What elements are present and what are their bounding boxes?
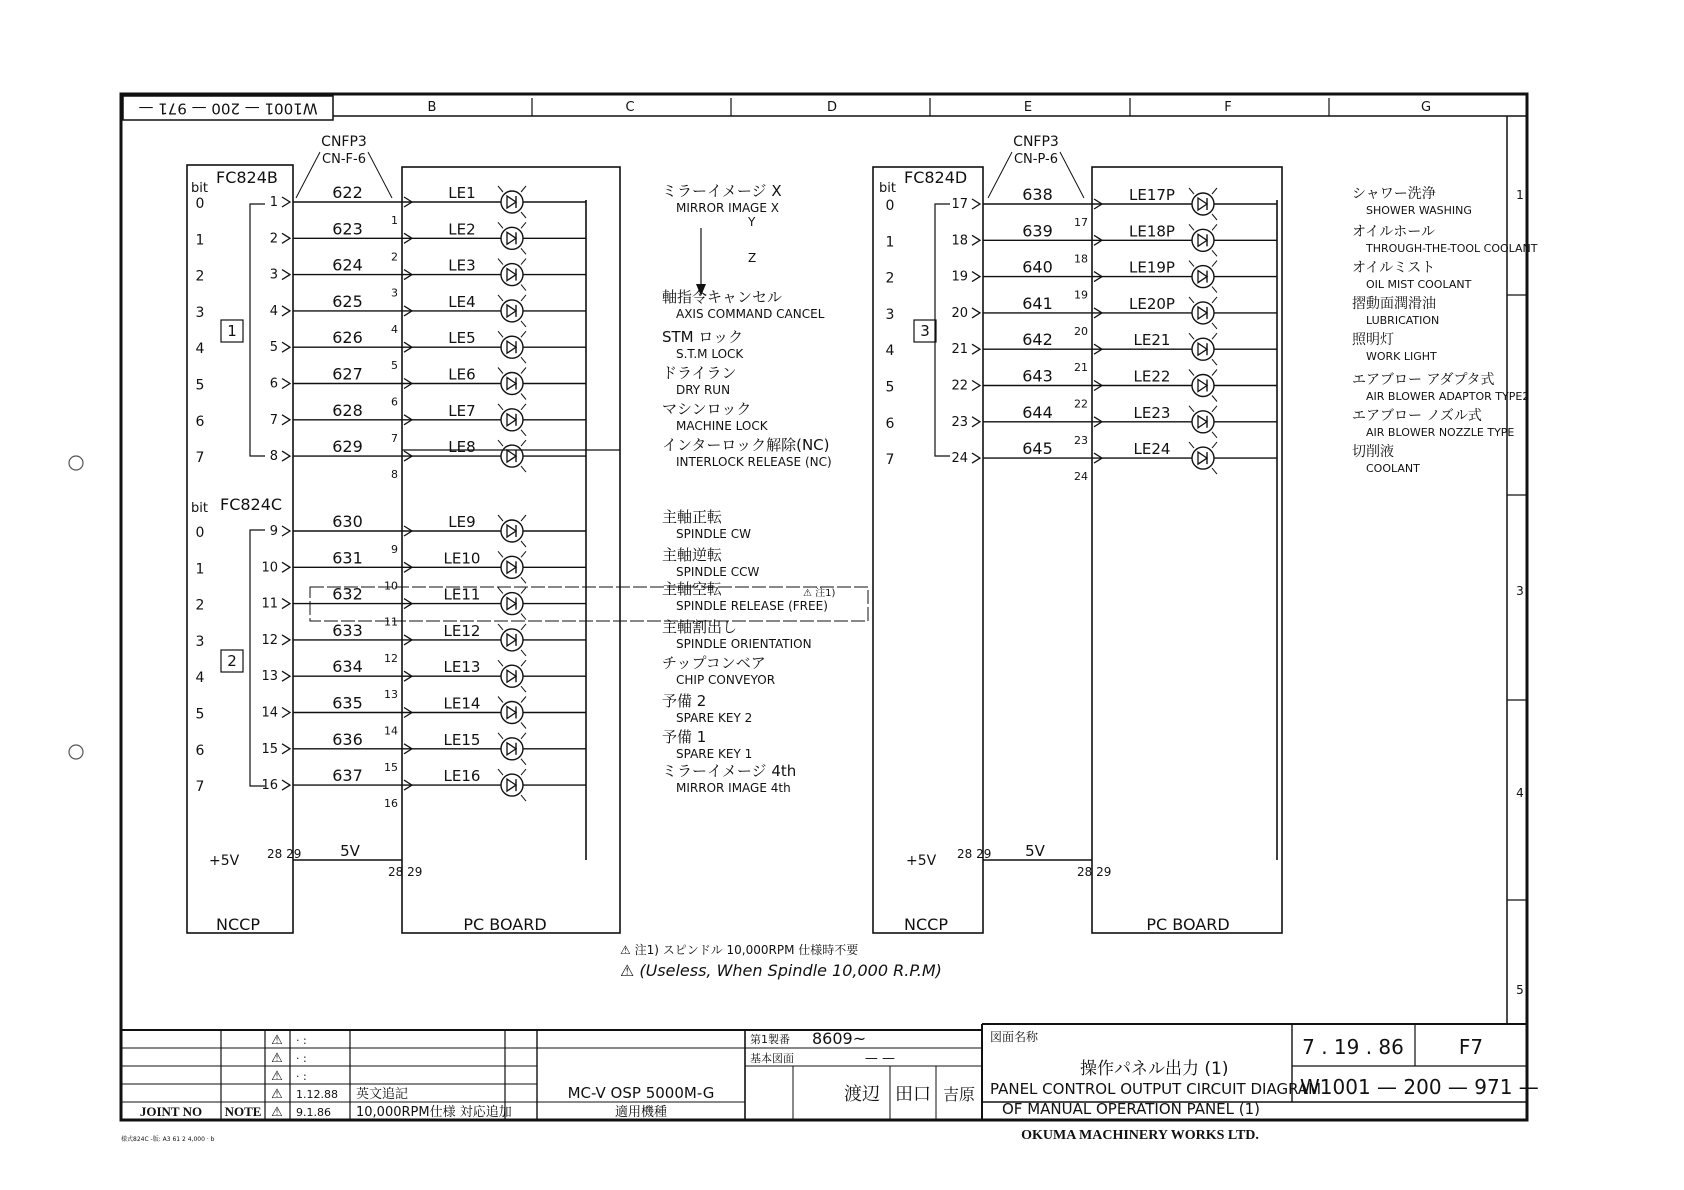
grid-row-label: 3: [1516, 584, 1524, 598]
led-icon: [498, 660, 526, 692]
bit-number: 2: [195, 268, 205, 285]
grid-column-label: E: [1023, 100, 1033, 115]
pc-pin: 24: [1074, 470, 1088, 484]
approval-stamp: 田口: [895, 1084, 931, 1105]
bit-number: 0: [195, 196, 205, 212]
drawing-number-box: [123, 96, 333, 120]
led-icon: [498, 295, 526, 327]
signal-name: 628: [332, 400, 363, 420]
pc-pin: 18: [1074, 252, 1088, 266]
signal-name: 636: [332, 729, 363, 749]
connector-pin: 2: [269, 231, 278, 247]
title-block: [121, 1024, 1539, 1143]
function-label: [662, 364, 737, 397]
function-label-jp: 主軸正転: [662, 508, 723, 526]
led-icon: [498, 331, 526, 363]
connector-pin: 20: [951, 305, 968, 321]
led-name: LE18P: [1129, 222, 1175, 241]
function-label-jp: 予備 1: [662, 728, 707, 746]
led-name: LE9: [448, 513, 476, 531]
function-label-jp: ミラーイメージ 4th: [662, 762, 797, 780]
power-label: +5V: [906, 853, 937, 869]
pc-pin: 4: [391, 322, 398, 336]
signal-name: 631: [332, 548, 363, 568]
base-drawing-label: 基本図面: [750, 1052, 794, 1065]
signal-name: 633: [332, 620, 363, 640]
led-name: LE6: [448, 365, 476, 384]
connector-pin: 17: [951, 197, 968, 212]
pc-pin: 13: [384, 688, 398, 702]
led-icon: [498, 733, 526, 765]
connector-pin: 5: [269, 340, 278, 356]
wire-row: [886, 185, 1277, 229]
led-name: LE3: [448, 256, 476, 275]
bit-number: 6: [195, 742, 205, 759]
function-label: [1352, 408, 1514, 439]
signal-name: 626: [332, 328, 363, 348]
led-name: LE20P: [1129, 294, 1175, 313]
pc-board-label: PC BOARD: [1146, 915, 1230, 934]
power-pins: 28 29: [1077, 865, 1112, 879]
function-label-jp: 主軸空転: [662, 580, 723, 598]
signal-name: 623: [332, 219, 363, 239]
revision-desc: 英文追記: [356, 1087, 409, 1102]
bit-number: 0: [195, 525, 205, 541]
bit-number: 3: [885, 306, 895, 323]
power-pins: 28 29: [957, 847, 992, 861]
middle-function-labels: [662, 182, 832, 795]
function-label: [662, 762, 796, 795]
grid-column-label: C: [625, 100, 635, 115]
pc-pin: 3: [391, 286, 398, 300]
function-label-en: MIRROR IMAGE X: [676, 201, 779, 215]
pc-pin: 9: [391, 543, 398, 556]
led-name: LE8: [448, 438, 476, 457]
connector-pin: 15: [261, 741, 278, 757]
nccp-label: NCCP: [904, 915, 948, 934]
bit-number: 5: [885, 379, 895, 396]
base-drawing-value: — —: [864, 1051, 896, 1066]
connector-pin: 23: [951, 414, 968, 430]
pc-pin: 17: [1074, 216, 1088, 229]
card-label: FC824D: [904, 168, 968, 187]
function-label-en: S.T.M LOCK: [676, 347, 744, 361]
note-label: NOTE: [224, 1104, 262, 1119]
signal-name: 642: [1022, 330, 1053, 350]
function-label-en: Y: [748, 215, 756, 229]
grid-column-label: B: [427, 100, 437, 115]
power-signal: 5V: [340, 842, 360, 860]
function-label-jp: オイルホール: [1352, 224, 1436, 240]
function-label-en: SPINDLE CCW: [676, 565, 760, 579]
bit-label: bit: [191, 181, 208, 196]
function-label-jp: ドライラン: [662, 364, 737, 382]
connector-pin: 4: [269, 303, 278, 319]
pc-pin: 15: [384, 760, 398, 774]
function-label-en: INTERLOCK RELEASE (NC): [676, 455, 832, 469]
revision-date: · :: [296, 1070, 307, 1083]
revision-date: · :: [296, 1052, 307, 1065]
first-production-label: 第1製番: [750, 1033, 790, 1046]
function-label-en: SPARE KEY 2: [676, 711, 753, 725]
binder-hole: [69, 745, 83, 759]
pc-pin: 7: [391, 431, 398, 445]
bit-number: 4: [195, 341, 205, 358]
pc-pin: 10: [384, 579, 398, 593]
function-label-jp: エアブロー ノズル式: [1352, 408, 1482, 424]
function-label: [1352, 443, 1420, 475]
function-label-jp: STM ロック: [662, 328, 744, 346]
pc-pin: 12: [384, 651, 398, 665]
grid-column-label: F: [1224, 100, 1232, 115]
bit-number: 2: [195, 597, 205, 614]
function-label-jp: シャワー洗浄: [1352, 186, 1436, 202]
revision-desc: 10,000RPM仕様 対応追加: [356, 1105, 512, 1120]
revision-date: · :: [296, 1034, 307, 1047]
drawing-number: W1001 — 200 — 971 —: [1300, 1075, 1539, 1099]
function-label-en: DRY RUN: [676, 383, 731, 397]
function-label-en: OIL MIST COOLANT: [1366, 278, 1472, 291]
led-name: LE21: [1133, 331, 1171, 350]
connector-pin: 16: [261, 778, 278, 794]
revision-date: 1.12.88: [296, 1088, 338, 1101]
nccp-label: NCCP: [216, 915, 260, 934]
led-icon: [498, 186, 526, 218]
bit-number: 1: [885, 234, 895, 251]
function-label: [662, 328, 744, 361]
signal-name: 641: [1022, 293, 1053, 313]
first-production-value: 8609~: [812, 1029, 867, 1048]
led-icon: [498, 259, 526, 291]
led-name: LE2: [448, 220, 476, 239]
function-label: [1352, 186, 1472, 217]
led-name: LE1: [448, 184, 476, 202]
signal-name: 639: [1022, 221, 1053, 241]
function-label: [662, 692, 752, 725]
function-label-en: MACHINE LOCK: [676, 419, 768, 433]
function-label: [662, 508, 751, 541]
function-label-en: Z: [748, 251, 757, 265]
bit-number: 0: [885, 198, 895, 214]
function-label-jp: 照明灯: [1352, 332, 1394, 348]
connector-pin: 24: [951, 451, 968, 467]
function-label-en: THROUGH-THE-TOOL COOLANT: [1366, 242, 1538, 255]
led-icon: [498, 588, 526, 620]
connector-pin: 14: [261, 705, 278, 721]
led-icon: [498, 368, 526, 400]
power-pins: 28 29: [388, 865, 423, 879]
connector-pin: 9: [269, 524, 278, 539]
connector-sub-label: CN-F-6: [322, 152, 366, 167]
bit-number: 5: [195, 706, 205, 723]
revision-date: 9.1.86: [296, 1106, 331, 1119]
led-icon: [1189, 333, 1217, 365]
connector-pin: 22: [951, 378, 968, 394]
connector-pin: 11: [261, 596, 278, 612]
connector-pin: 7: [269, 412, 278, 428]
led-icon: [498, 551, 526, 583]
function-label-jp: マシンロック: [662, 400, 752, 418]
signal-name: 622: [332, 183, 363, 202]
pc-pin: 11: [384, 615, 398, 629]
bit-number: 6: [885, 415, 895, 432]
function-label-jp: 主軸逆転: [662, 546, 723, 564]
function-label: [662, 182, 782, 215]
drawing-date: 7 . 19 . 86: [1302, 1035, 1404, 1059]
led-icon: [1189, 406, 1217, 438]
power-signal: 5V: [1025, 842, 1045, 860]
function-label-en: AIR BLOWER NOZZLE TYPE: [1366, 426, 1515, 439]
function-label: [662, 400, 769, 433]
led-icon: [1189, 297, 1217, 329]
function-label: [747, 215, 756, 229]
function-label-en: SPINDLE CW: [676, 527, 751, 541]
led-name: LE22: [1133, 367, 1171, 386]
pc-pin: 6: [391, 395, 398, 409]
bit-number: 7: [195, 779, 205, 796]
power-label: +5V: [209, 853, 240, 869]
led-name: LE19P: [1129, 258, 1175, 277]
function-label: [748, 251, 756, 265]
led-icon: [1189, 224, 1217, 256]
signal-name: 634: [332, 657, 363, 677]
bit-number: 7: [885, 452, 895, 469]
led-icon: [498, 515, 526, 547]
bit-number: 7: [195, 450, 205, 467]
power-pins: 28 29: [267, 847, 302, 861]
revision-mark: ⚠: [271, 1105, 283, 1120]
function-label-jp: オイルミスト: [1352, 260, 1436, 276]
note-line-2: ⚠ (Useless, When Spindle 10,000 R.P.M): [620, 961, 942, 980]
pc-pin: 14: [384, 724, 398, 738]
function-label-jp: ミラーイメージ X: [662, 182, 782, 200]
drawing-title-en-1: PANEL CONTROL OUTPUT CIRCUIT DIAGRAM: [990, 1080, 1322, 1098]
signal-name: 645: [1022, 439, 1053, 459]
grid-column-labels: [428, 98, 1432, 116]
function-label-jp: 摺動面潤滑油: [1352, 296, 1436, 312]
approval-stamp: 渡辺: [844, 1084, 880, 1105]
function-label: [1352, 224, 1538, 255]
function-label: [662, 288, 825, 321]
led-name: LE11: [443, 585, 481, 604]
pc-pin: 5: [391, 359, 398, 373]
function-label-en: WORK LIGHT: [1366, 350, 1437, 363]
function-label: [662, 618, 812, 651]
function-label-en: MIRROR IMAGE 4th: [676, 781, 791, 795]
function-label-en: SPARE KEY 1: [676, 747, 753, 761]
bit-number: 4: [195, 670, 205, 687]
bit-number: 4: [885, 343, 895, 360]
group-number: 1: [227, 322, 237, 340]
connector-pin: 8: [269, 449, 278, 465]
signal-name: 632: [332, 584, 363, 604]
led-icon: [498, 222, 526, 254]
note-mark: ⚠ 注1): [803, 588, 836, 599]
bit-number: 3: [195, 633, 205, 650]
function-label-jp: チップコンベア: [662, 654, 766, 672]
function-label-en: SPINDLE RELEASE (FREE): [676, 599, 828, 613]
led-name: LE24: [1133, 440, 1171, 459]
pc-board-box: [1092, 167, 1282, 933]
led-name: LE4: [448, 292, 476, 311]
left-circuit-panel: [187, 134, 620, 934]
pc-board-label: PC BOARD: [463, 915, 547, 934]
led-name: LE12: [443, 621, 481, 640]
wire-row: [196, 183, 586, 227]
pc-pin: 22: [1074, 397, 1088, 411]
function-label-jp: 軸指令キャンセル: [662, 288, 783, 306]
model-value: MC-V OSP 5000M-G: [567, 1084, 715, 1102]
bit-number: 2: [885, 270, 895, 287]
drawing-title-jp: 操作パネル出力 (1): [1080, 1059, 1229, 1079]
connector-pin: 12: [261, 632, 278, 648]
bit-number: 1: [195, 232, 205, 249]
grid-column-label: G: [1420, 100, 1432, 115]
grid-row-labels: [1507, 188, 1527, 997]
signal-name: 629: [332, 437, 363, 457]
function-label-en: AIR BLOWER ADAPTOR TYPE2: [1366, 390, 1530, 403]
revision-mark: ⚠: [271, 1051, 283, 1066]
led-icon: [1189, 370, 1217, 402]
pc-pin: 8: [391, 468, 398, 482]
function-label-en: AXIS COMMAND CANCEL: [676, 307, 825, 321]
pc-pin: 2: [391, 250, 398, 264]
bit-label: bit: [191, 501, 208, 516]
binder-hole: [69, 456, 83, 470]
right-function-labels: [1352, 186, 1538, 475]
led-icon: [498, 697, 526, 729]
function-label: [662, 546, 759, 579]
led-name: LE15: [443, 730, 481, 749]
function-label-en: SHOWER WASHING: [1366, 204, 1472, 217]
revision-mark: ⚠: [271, 1069, 283, 1084]
pc-pin: 20: [1074, 324, 1088, 338]
connector-pin: 1: [269, 195, 278, 210]
revision-mark: ⚠: [271, 1033, 283, 1048]
model-label: 適用機種: [614, 1105, 668, 1120]
signal-name: 638: [1022, 185, 1053, 204]
sheet-ref: F7: [1458, 1035, 1484, 1059]
signal-name: 640: [1022, 257, 1053, 277]
led-name: LE7: [448, 401, 476, 420]
bit-number: 6: [195, 413, 205, 430]
bit-number: 5: [195, 377, 205, 394]
pc-pin: 19: [1074, 288, 1088, 302]
function-label: [662, 436, 832, 469]
led-icon: [498, 440, 526, 472]
bit-number: 3: [195, 304, 205, 321]
led-name: LE5: [448, 329, 476, 348]
function-label-en: LUBRICATION: [1366, 314, 1440, 327]
function-label: [1352, 260, 1472, 291]
signal-name: 630: [332, 512, 363, 531]
connector-pin: 21: [951, 342, 968, 358]
note-line-1: ⚠ 注1) スピンドル 10,000RPM 仕様時不要: [620, 943, 859, 957]
pc-pin: 21: [1074, 361, 1088, 375]
function-label: [1352, 332, 1437, 363]
led-name: LE16: [443, 767, 481, 786]
connector-label: CNFP3: [1013, 134, 1059, 150]
group-number: 2: [227, 652, 237, 670]
right-circuit-panel: [873, 134, 1282, 934]
signal-name: 627: [332, 364, 363, 384]
led-name: LE17P: [1129, 186, 1175, 204]
company-name: OKUMA MACHINERY WORKS LTD.: [1021, 1128, 1259, 1143]
led-icon: [498, 404, 526, 436]
led-icon: [498, 624, 526, 656]
pc-board-box: [402, 167, 620, 933]
connector-label: CNFP3: [321, 134, 367, 150]
signal-name: 644: [1022, 402, 1053, 422]
joint-no-label: JOINT NO: [139, 1104, 203, 1119]
drawing-name-label: 図面名称: [990, 1030, 1039, 1044]
approval-stamp: 吉原: [942, 1085, 976, 1104]
function-label-jp: 切削液: [1352, 444, 1394, 460]
led-name: LE14: [443, 694, 481, 713]
grid-row-label: 1: [1516, 188, 1524, 202]
signal-name: 624: [332, 255, 363, 275]
function-label-jp: インターロック解除(NC): [662, 436, 830, 454]
card-label: FC824C: [220, 495, 283, 514]
wire-row: [196, 512, 586, 556]
connector-pin: 3: [269, 267, 278, 283]
card-label: FC824B: [216, 168, 278, 187]
group-number: 3: [920, 322, 930, 340]
signal-name: 637: [332, 766, 363, 786]
grid-row-label: 4: [1516, 786, 1524, 800]
function-label: [1352, 295, 1439, 327]
led-icon: [1189, 188, 1217, 220]
connector-pin: 13: [261, 669, 278, 685]
bit-number: 1: [195, 561, 205, 578]
signal-name: 625: [332, 291, 363, 311]
connector-pin: 10: [261, 560, 278, 576]
signal-name: 643: [1022, 366, 1053, 386]
led-name: LE23: [1133, 403, 1171, 422]
bit-label: bit: [879, 181, 896, 196]
connector-pin: 6: [269, 376, 278, 392]
led-icon: [1189, 442, 1217, 474]
grid-column-label: D: [826, 100, 838, 115]
led-name: LE13: [443, 658, 481, 677]
revision-mark: ⚠: [271, 1087, 283, 1102]
form-number: 様式824C -版: A3 61 2 4,000 · b: [121, 1136, 215, 1143]
function-label-jp: エアブロー アダプタ式: [1352, 372, 1495, 388]
function-label-en: CHIP CONVEYOR: [676, 673, 776, 687]
connector-sub-label: CN-P-6: [1013, 152, 1059, 167]
function-label-en: SPINDLE ORIENTATION: [676, 637, 812, 651]
connector-pin: 18: [951, 233, 968, 249]
pc-pin: 23: [1074, 433, 1088, 447]
pc-pin: 16: [384, 797, 398, 811]
signal-name: 635: [332, 693, 363, 713]
led-icon: [1189, 261, 1217, 293]
function-label: [662, 654, 775, 687]
connector-pin: 19: [951, 269, 968, 285]
function-label: [662, 728, 752, 761]
function-label-en: COOLANT: [1366, 462, 1420, 475]
grid-row-label: 5: [1516, 983, 1524, 997]
function-label-jp: 主軸割出し: [662, 618, 738, 636]
led-icon: [498, 769, 526, 801]
drawing-title-en-2: OF MANUAL OPERATION PANEL (1): [1002, 1100, 1261, 1118]
drawing-number-rotated: W1001 — 200 — 971 —: [138, 99, 318, 118]
led-name: LE10: [443, 549, 481, 568]
function-label-jp: 予備 2: [662, 692, 707, 710]
pc-pin: 1: [391, 214, 398, 227]
function-label: [1352, 372, 1529, 403]
